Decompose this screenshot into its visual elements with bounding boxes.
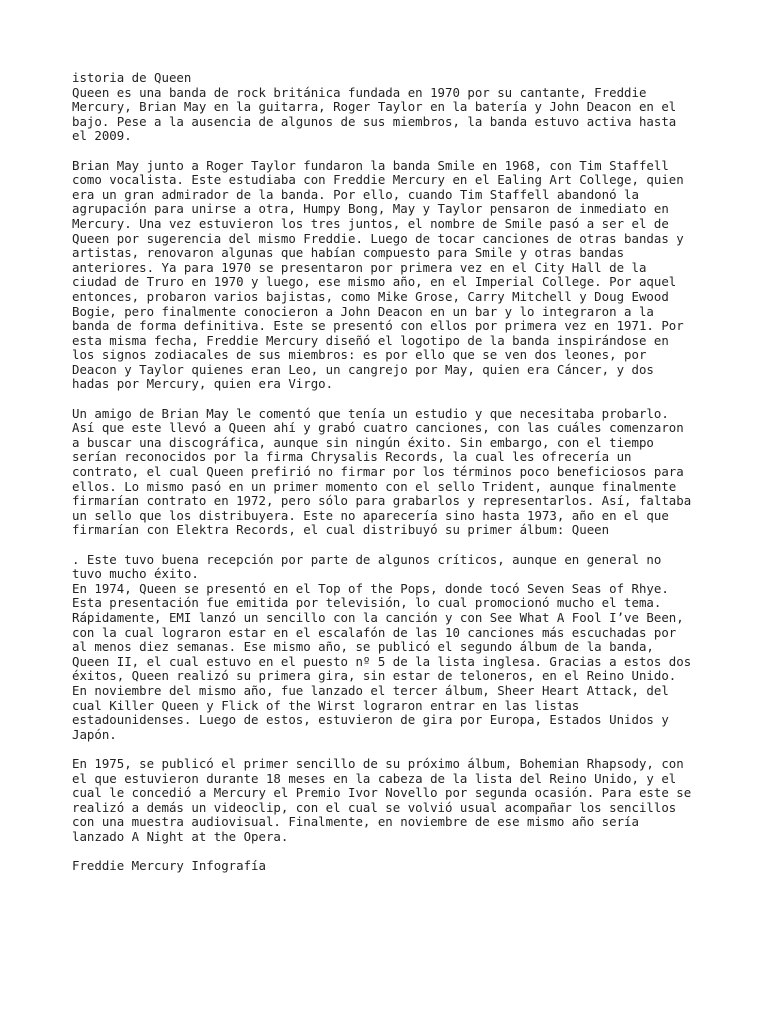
text-line: firmarían contrato en 1972, pero sólo para grabarlos y representarlos. Así, faltaba: [72, 493, 692, 509]
text-line: Queen II, el cual estuvo en el puesto nº 5 de la lista inglesa. Gracias a estos dos: [72, 653, 692, 669]
text-line: bajo. Pese a la ausencia de algunos de sus miembros, la banda estuvo activa hasta: [72, 113, 677, 129]
text-line: ciudad de Truro en 1970 y luego, ese mismo año, en el Imperial College. Por aquel: [72, 274, 677, 290]
paragraph-smile-origins: [72, 159, 712, 393]
paragraph-gap: [72, 844, 712, 859]
text-line: como vocalista. Este estudiaba con Freddie Mercury en el Ealing Art College, quien: [72, 172, 684, 188]
text-line: Bogie, pero finalmente conocieron a John Deacon en un bar y lo integraron a la: [72, 303, 654, 319]
text-line: serían reconocidos por la firma Chrysalis Records, la cual les ofrecería un: [72, 449, 632, 465]
text-line: los signos zodiacales de sus miembros: es por ello que se ven dos leones, por: [72, 347, 647, 363]
text-line: con la cual lograron estar en el escalafón de las 10 canciones más escuchadas por: [72, 624, 677, 640]
text-line: cual le concedió a Mercury el Premio Ivor Novello por segunda ocasión. Para este se: [72, 785, 692, 801]
paragraph-gap: [72, 144, 712, 159]
text-line: Mercury. Una vez estuvieron los tres juntos, el nombre de Smile pasó a ser el de: [72, 215, 669, 231]
text-line: lanzado A Night at the Opera.: [72, 828, 289, 844]
text-line: Deacon y Taylor quienes eran Leo, un cangrejo por May, quien era Cáncer, y dos: [72, 361, 654, 377]
text-line: contrato, el cual Queen prefirió no firmar por los términos poco beneficiosos para: [72, 464, 684, 480]
paragraph-intro: [72, 71, 712, 144]
text-line: estadounidenses. Luego de estos, estuvieron de gira por Europa, Estados Unidos y: [72, 712, 669, 728]
text-line: Freddie Mercury Infografía: [72, 858, 266, 874]
text-line: con una muestra audiovisual. Finalmente, en noviembre de ese mismo año sería: [72, 814, 639, 830]
text-line: firmarían con Elektra Records, el cual distribuyó su primer álbum: Queen: [72, 522, 610, 538]
text-line: Esta presentación fue emitida por televisión, lo cual promocionó mucho el tema.: [72, 595, 662, 611]
paragraph-gap: [72, 538, 712, 553]
text-line: Japón.: [72, 726, 117, 742]
text-line: esta misma fecha, Freddie Mercury diseñó el logotipo de la banda inspirándose en: [72, 332, 669, 348]
text-line: . Este tuvo buena recepción por parte de algunos críticos, aunque en general no: [72, 551, 662, 567]
text-line: Brian May junto a Roger Taylor fundaron la banda Smile en 1968, con Tim Staffell: [72, 157, 669, 173]
text-line: Un amigo de Brian May le comentó que tenía un estudio y que necesitaba probarlo.: [72, 405, 669, 421]
paragraph-record-deal: [72, 407, 712, 538]
text-line: Rápidamente, EMI lanzó un sencillo con la canción y con See What A Fool I’ve Been,: [72, 609, 684, 625]
text-line: éxitos, Queen realizó su primera gira, sin estar de teloneros, en el Reino Unido.: [72, 668, 677, 684]
text-line: realizó a demás un videoclip, con el cual se volvió usual acompañar los sencillos: [72, 799, 677, 815]
paragraph-gap: [72, 392, 712, 407]
text-line: agrupación para unirse a otra, Humpy Bong, May y Taylor pensaron de inmediato en: [72, 201, 669, 217]
text-line: anteriores. Ya para 1970 se presentaron por primera vez en el City Hall de la: [72, 259, 647, 275]
paragraph-1975: [72, 757, 712, 845]
text-line: un sello que los distribuyera. Este no aparecería sino hasta 1973, año en el que: [72, 507, 669, 523]
text-line: el 2009.: [72, 128, 132, 144]
paragraph-closing: [72, 859, 712, 874]
text-line: tuvo mucho éxito.: [72, 566, 199, 582]
text-line: Queen es una banda de rock británica fundada en 1970 por su cantante, Freddie: [72, 84, 647, 100]
text-line: cual Killer Queen y Flick of the Wirst lograron entrar en las listas: [72, 697, 580, 713]
text-line: hadas por Mercury, quien era Virgo.: [72, 376, 334, 392]
document-page: [72, 71, 712, 874]
text-line: Así que este llevó a Queen ahí y grabó cuatro canciones, con las cuáles comenzaron: [72, 420, 684, 436]
paragraph-gap: [72, 742, 712, 757]
text-line: ellos. Lo mismo pasó en un primer momento con el sello Trident, aunque finalmente: [72, 478, 677, 494]
text-line: banda de forma definitiva. Este se presentó con ellos por primera vez en 1971. Por: [72, 318, 684, 334]
text-line: el que estuvieron durante 18 meses en la cabeza de la lista del Reino Unido, y el: [72, 770, 677, 786]
text-line: Mercury, Brian May en la guitarra, Roger Taylor en la batería y John Deacon en el: [72, 99, 677, 115]
text-line: En noviembre del mismo año, fue lanzado el tercer álbum, Sheer Heart Attack, del: [72, 682, 669, 698]
text-line: entonces, probaron varios bajistas, como Mike Grose, Carry Mitchell y Doug Ewood: [72, 288, 669, 304]
text-line: artistas, renovaron algunas que habían compuesto para Smile y otras bandas: [72, 245, 625, 261]
text-line: En 1975, se publicó el primer sencillo de su próximo álbum, Bohemian Rhapsody, con: [72, 755, 684, 771]
text-line: istoria de Queen: [72, 70, 192, 85]
text-line: Queen por sugerencia del mismo Freddie. Luego de tocar canciones de otras bandas y: [72, 230, 684, 246]
text-line: al menos diez semanas. Ese mismo año, se publicó el segundo álbum de la banda,: [72, 639, 654, 655]
text-line: a buscar una discográfica, aunque sin ningún éxito. Sin embargo, con el tiempo: [72, 434, 654, 450]
paragraph-1974: [72, 553, 712, 743]
text-line: era un gran admirador de la banda. Por ello, cuando Tim Staffell abandonó la: [72, 186, 639, 202]
text-line: En 1974, Queen se presentó en el Top of the Pops, donde tocó Seven Seas of Rhye.: [72, 580, 669, 596]
